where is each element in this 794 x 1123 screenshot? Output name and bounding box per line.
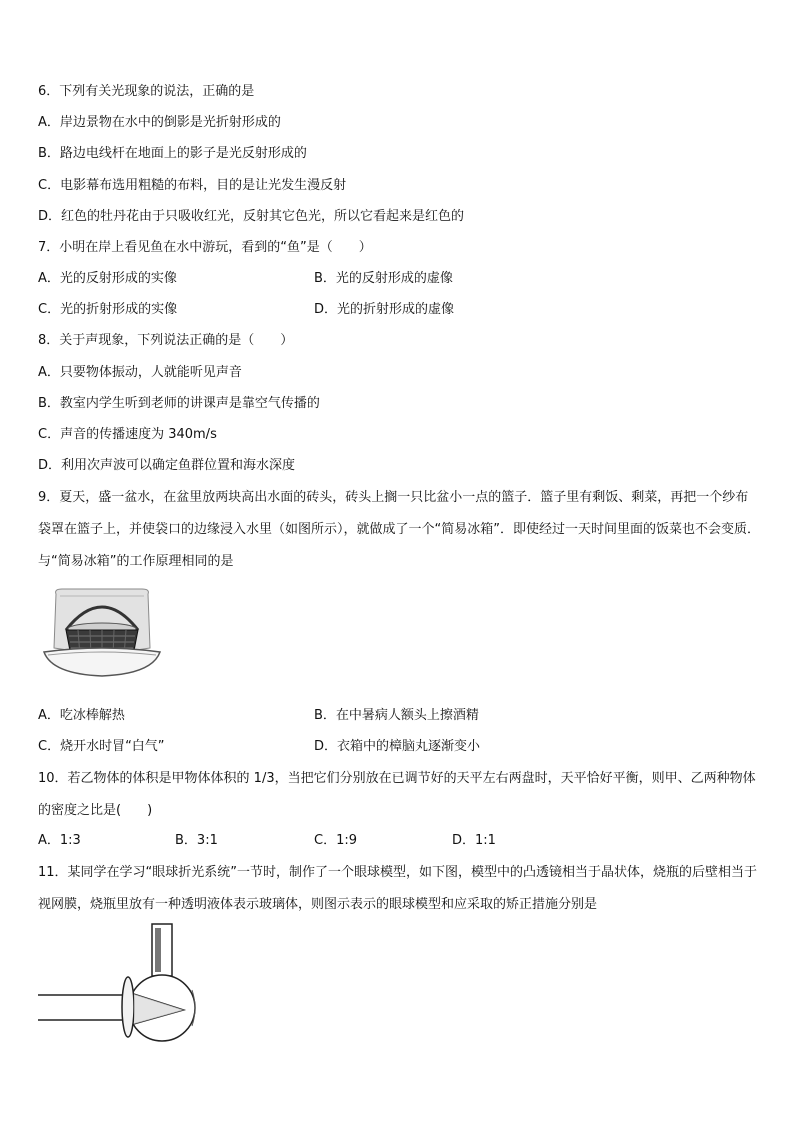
q7-option-a: A．光的反射形成的实像 xyxy=(38,271,177,286)
simple-fridge-figure xyxy=(38,586,166,682)
q6-option-d: D．红色的牡丹花由于只吸收红光，反射其它色光，所以它看起来是红色的 xyxy=(38,209,465,224)
q8-option-b: B．教室内学生听到老师的讲课声是靠空气传播的 xyxy=(38,396,320,411)
q8-option-d: D．利用次声波可以确定鱼群位置和海水深度 xyxy=(38,458,296,473)
q10-stem: 10．若乙物体的体积是甲物体体积的 1/3，当把它们分别放在已调节好的天平左右两盘时，天平恰好平衡，则甲、乙两种物体的密度之比是( ) xyxy=(38,771,756,818)
q7-option-d: D．光的折射形成的虚像 xyxy=(314,302,455,317)
q6-stem: 6．下列有关光现象的说法，正确的是 xyxy=(38,84,255,99)
q9-option-a: A．吃冰棒解热 xyxy=(38,708,125,723)
q9-option-c: C．烧开水时冒“白气” xyxy=(38,739,165,754)
q7-option-b: B．光的反射形成的虚像 xyxy=(314,271,453,286)
q10-option-a: A．1:3 xyxy=(38,833,81,848)
q10-option-c: C．1:9 xyxy=(314,833,357,848)
q10-option-d: D．1:1 xyxy=(452,833,496,848)
q8-option-a: A．只要物体振动，人就能听见声音 xyxy=(38,365,242,380)
q8-stem: 8．关于声现象，下列说法正确的是（ ） xyxy=(38,333,294,348)
q6-option-c: C．电影幕布选用粗糙的布料，目的是让光发生漫反射 xyxy=(38,178,347,193)
eye-model-figure xyxy=(36,920,216,1050)
q10-option-b: B．3:1 xyxy=(175,833,218,848)
q7-option-c: C．光的折射形成的实像 xyxy=(38,302,178,317)
q9-option-d: D．衣箱中的樟脑丸逐渐变小 xyxy=(314,739,481,754)
q11-stem: 11．某同学在学习“眼球折光系统”一节时，制作了一个眼球模型，如下图，模型中的凸透镜相当于晶状体，烧瓶的后壁相当于视网膜，烧瓶里放有一种透明液体表示玻璃体，则图示表示的眼球模型和应采取的矫正措施分别是 xyxy=(38,865,758,912)
q7-stem: 7．小明在岸上看见鱼在水中游玩，看到的“鱼”是（ ） xyxy=(38,240,372,255)
q9-option-b: B．在中暑病人额头上擦酒精 xyxy=(314,708,479,723)
q6-option-a: A．岸边景物在水中的倒影是光折射形成的 xyxy=(38,115,281,130)
q9-stem: 9．夏天，盛一盆水，在盆里放两块高出水面的砖头，砖头上搁一只比盆小一点的篮子．篮子里有剩饭、剩菜，再把一个纱布袋罩在篮子上，并使袋口的边缘浸入水里（如图所示），就做成了一个“简易冰箱”．即使经过一天时间里面的饭菜也不会变质．与“简易冰箱”的工作原理相同的是 xyxy=(38,490,760,569)
q6-option-b: B．路边电线杆在地面上的影子是光反射形成的 xyxy=(38,146,307,161)
q8-option-c: C．声音的传播速度为 340m/s xyxy=(38,427,217,442)
